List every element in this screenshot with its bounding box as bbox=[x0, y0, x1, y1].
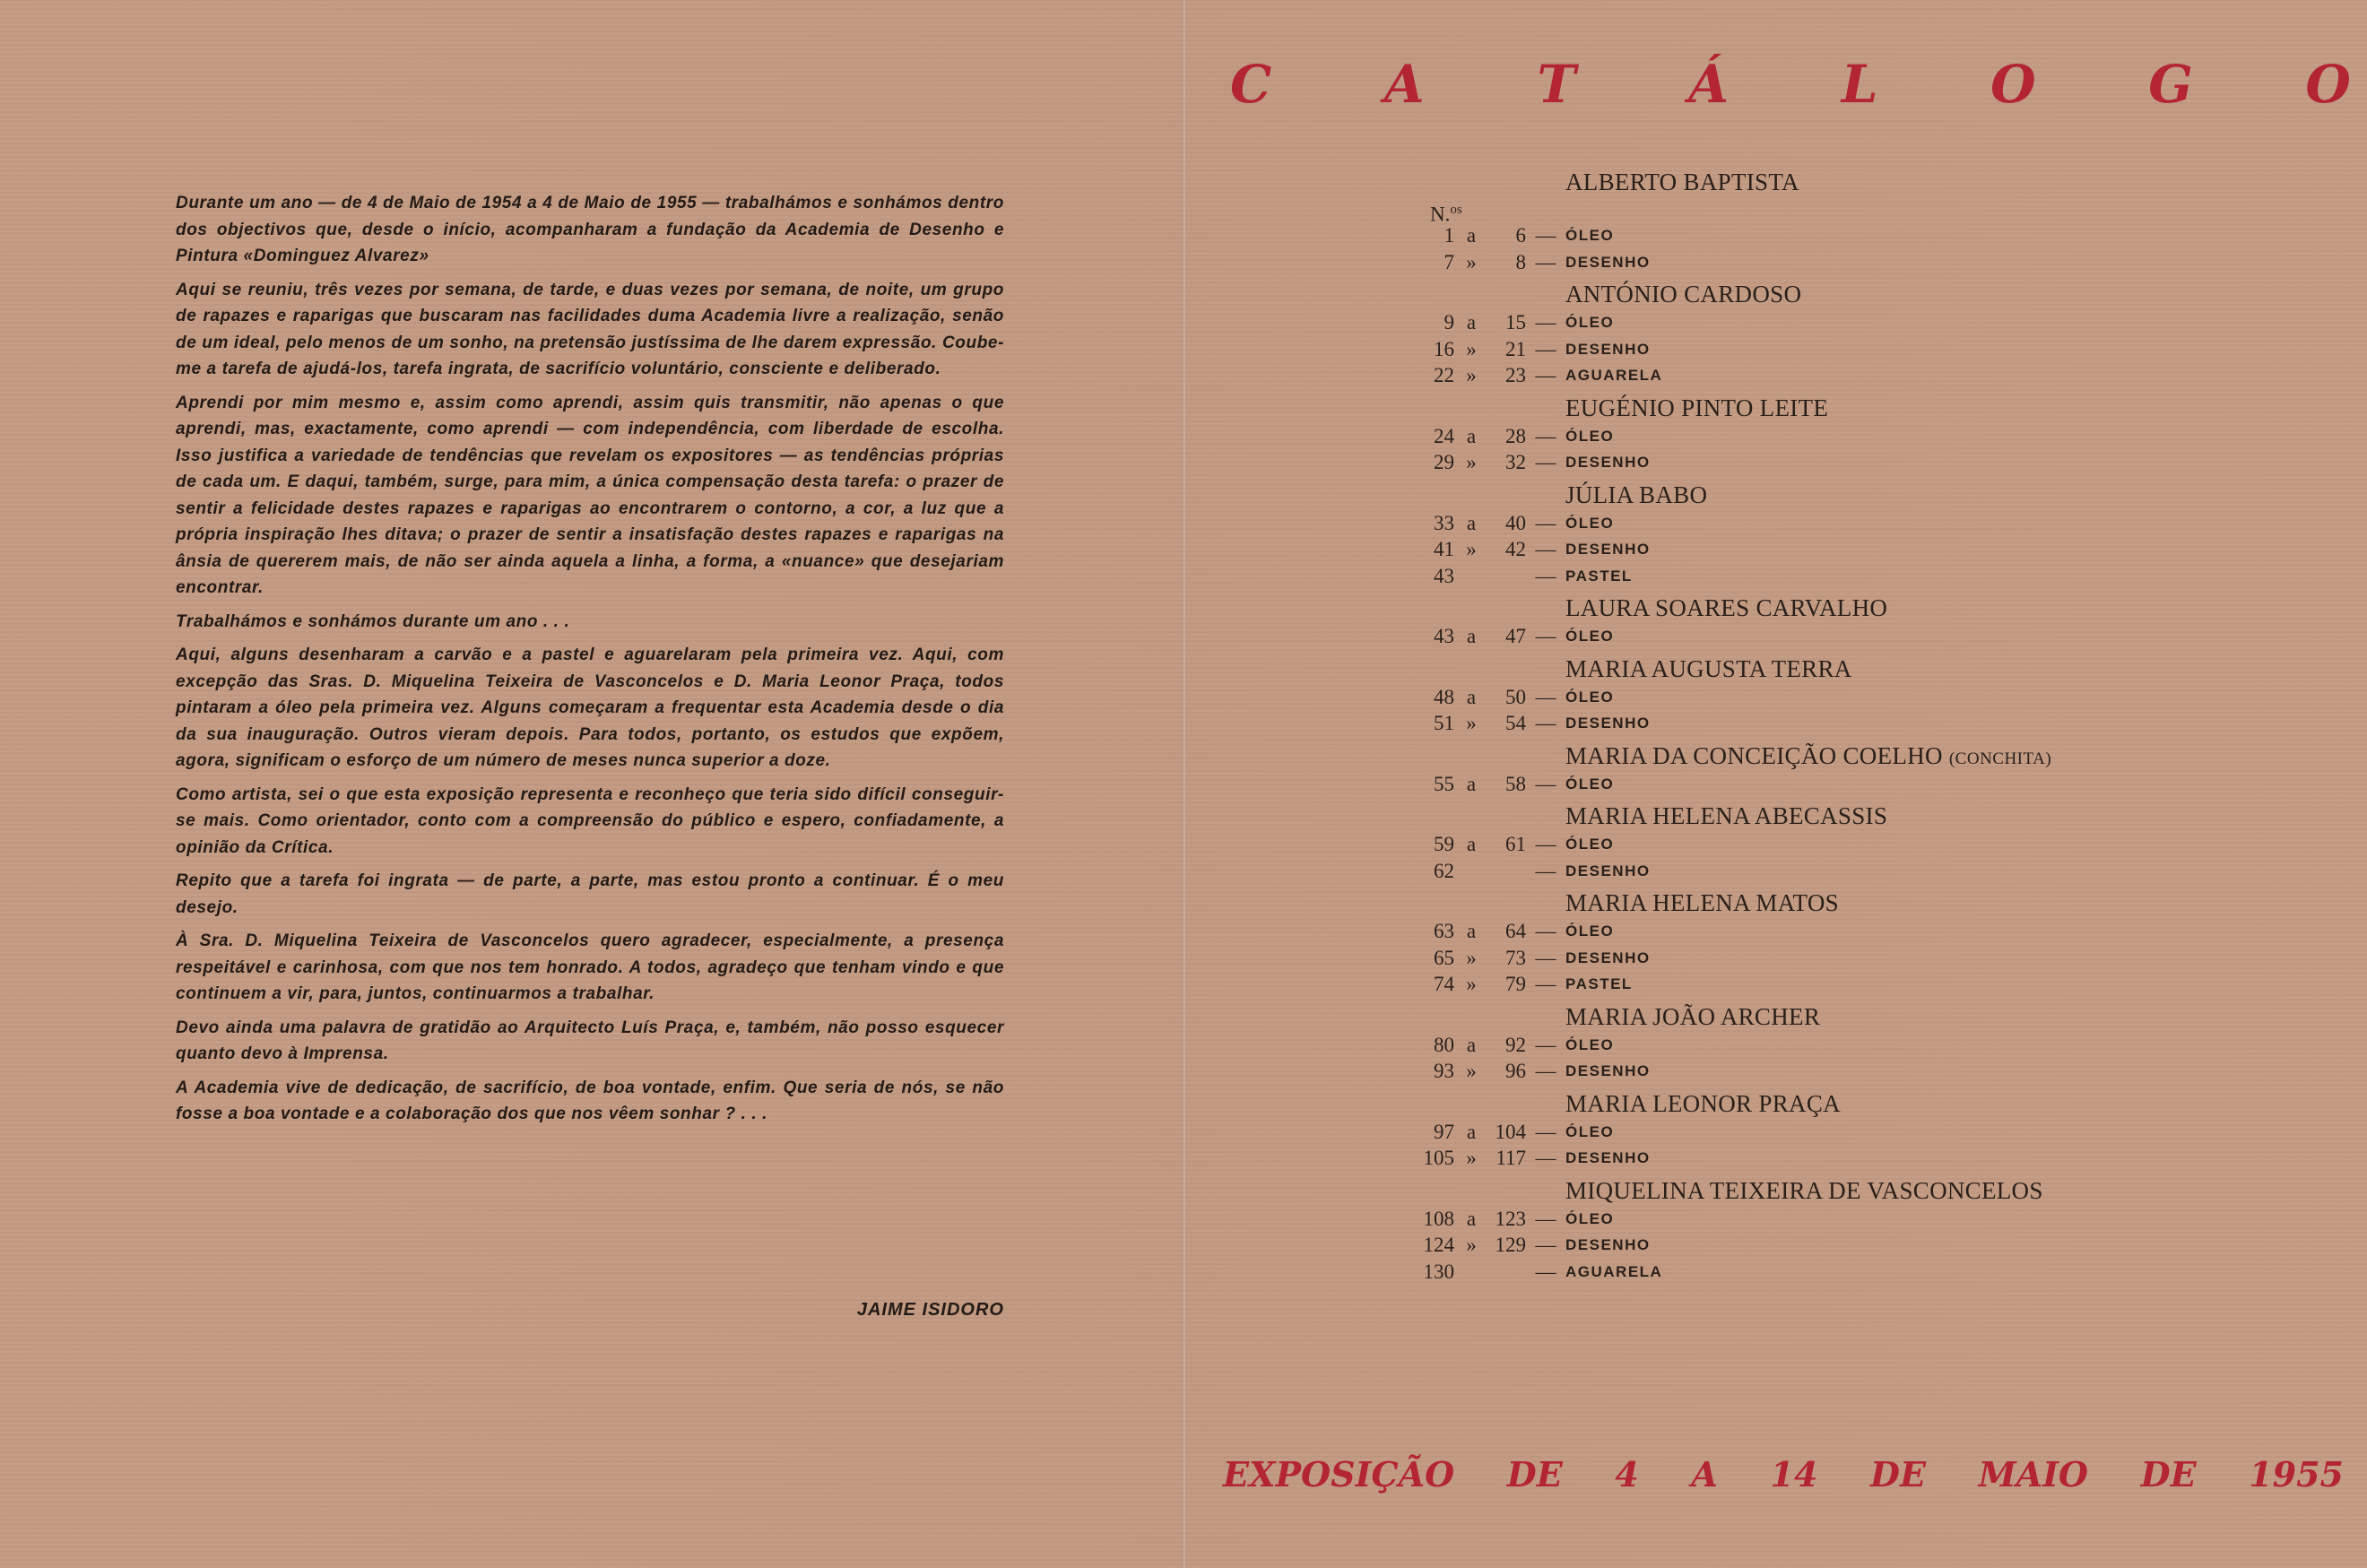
row-dash: — bbox=[1535, 1147, 1556, 1169]
medium: DESENHO bbox=[1565, 454, 1651, 471]
catalog-row bbox=[1399, 1206, 2349, 1233]
medium: ÓLEO bbox=[1565, 688, 1615, 706]
range-to: 21 bbox=[1505, 337, 1526, 360]
range-to: 54 bbox=[1505, 712, 1526, 734]
range-from: 74 bbox=[1434, 973, 1454, 995]
range-to: 79 bbox=[1505, 973, 1526, 995]
medium: ÓLEO bbox=[1565, 775, 1615, 793]
footer-word: MAIO bbox=[1978, 1454, 2089, 1494]
artist-name bbox=[1399, 167, 2349, 197]
catalog-row bbox=[1399, 1259, 2349, 1286]
range-to: 123 bbox=[1495, 1207, 1526, 1230]
range-to: 64 bbox=[1505, 920, 1526, 942]
range-from: 9 bbox=[1444, 311, 1454, 334]
catalog-row bbox=[1399, 362, 2349, 389]
range-to: 32 bbox=[1505, 451, 1526, 473]
paragraph: Aqui se reuniu, três vezes por semana, de tarde, e duas vezes por semana, de noite, um grupo de rapazes e raparigas que buscaram nas facilidades duma Academia livre a realização, senão de um ideal, pelo menos de um sonho, na pretensão justíssima de lhe darem expressão. Coube-me a tarefa de ajudá-los, tarefa ingrata, de sacrifício voluntário, consciente e deliberado. bbox=[176, 280, 1004, 378]
range-from: 48 bbox=[1434, 685, 1454, 708]
range-to: 50 bbox=[1505, 685, 1526, 708]
footer-word: EXPOSIÇÃO bbox=[1223, 1454, 1455, 1494]
range-separator: a bbox=[1466, 1033, 1477, 1056]
medium: DESENHO bbox=[1565, 541, 1651, 558]
catalog-row bbox=[1399, 858, 2349, 885]
medium: ÓLEO bbox=[1565, 314, 1615, 331]
range-separator: » bbox=[1466, 250, 1477, 273]
medium: PASTEL bbox=[1565, 975, 1633, 992]
range-from: 108 bbox=[1423, 1207, 1454, 1230]
artist-name-text: MARIA HELENA MATOS bbox=[1565, 889, 1839, 916]
catalog-row bbox=[1399, 623, 2349, 650]
paragraph: Aprendi por mim mesmo e, assim como aprendi, assim quis transmitir, não apenas o que aprendi, mas, exactamente, como aprendi — com independência, com liberdade de escolha. Isso justifica a variedade de tendências que revelam os expositores — as tendências próprias de cada um. E daqui, também, surge, para mim, a única compensação desta tarefa: o prazer de sentir a felicidade destes rapazes e raparigas ao encontrarem o contorno, a cor, a luz que a própria inspiração lhes ditava; o prazer de sentir a insatisfação destes rapazes e raparigas na ânsia de quererem mais, de não ser ainda aquela a linha, a forma, a «nuance» que desejariam encontrar. bbox=[176, 393, 1004, 597]
medium: ÓLEO bbox=[1565, 427, 1615, 445]
catalog-row bbox=[1399, 449, 2349, 476]
range-from: 33 bbox=[1434, 511, 1454, 534]
artist-name bbox=[1399, 741, 2349, 771]
medium: ÓLEO bbox=[1565, 923, 1615, 940]
catalog-row bbox=[1399, 249, 2349, 276]
medium: DESENHO bbox=[1565, 253, 1651, 271]
range-to: 58 bbox=[1505, 772, 1526, 795]
medium: ÓLEO bbox=[1565, 628, 1615, 645]
catalog-row bbox=[1399, 423, 2349, 450]
paragraph: Durante um ano — de 4 de Maio de 1954 a 4 de Maio de 1955 — trabalhámos e sonhámos dentro dos objectivos que, desde o início, acompanharam a fundação da Academia de Desenho e Pintura «Dominguez Alvarez» bbox=[176, 194, 1004, 265]
row-dash: — bbox=[1535, 1234, 1556, 1256]
row-dash: — bbox=[1535, 337, 1556, 360]
range-from: 24 bbox=[1434, 424, 1454, 447]
range-separator: a bbox=[1466, 1207, 1477, 1230]
range-to: 6 bbox=[1515, 224, 1526, 247]
title-letter: L bbox=[1841, 54, 1878, 115]
range-to: 47 bbox=[1505, 625, 1526, 647]
range-separator: » bbox=[1466, 1234, 1477, 1256]
catalog-row bbox=[1399, 971, 2349, 998]
row-dash: — bbox=[1535, 224, 1556, 247]
medium: ÓLEO bbox=[1565, 836, 1615, 853]
range-to: 117 bbox=[1496, 1147, 1526, 1169]
catalog-row bbox=[1399, 831, 2349, 858]
range-from: 51 bbox=[1434, 712, 1454, 734]
footer-word: 1955 bbox=[2249, 1454, 2344, 1494]
footer-word: 4 bbox=[1615, 1454, 1639, 1494]
medium: DESENHO bbox=[1565, 949, 1651, 966]
range-separator: a bbox=[1466, 833, 1477, 855]
catalog-row bbox=[1399, 684, 2349, 711]
row-dash: — bbox=[1535, 712, 1556, 734]
catalog-entries bbox=[1399, 167, 2349, 1288]
range-to: 92 bbox=[1505, 1033, 1526, 1056]
range-separator: a bbox=[1466, 772, 1477, 795]
artist-name bbox=[1399, 1088, 2349, 1119]
title-letter: Á bbox=[1688, 54, 1730, 115]
range-separator: » bbox=[1466, 946, 1477, 969]
footer-word: DE bbox=[2140, 1454, 2197, 1494]
artist-name-text: MARIA HELENA ABECASSIS bbox=[1565, 802, 1888, 829]
range-from: 130 bbox=[1423, 1260, 1454, 1283]
row-dash: — bbox=[1535, 859, 1556, 882]
medium: DESENHO bbox=[1565, 1149, 1651, 1166]
paragraph: Como artista, sei o que esta exposição representa e reconheço que teria sido difícil conseguir-se mais. Como orientador, conto com a compreensão do público e espero, confiadamente, a opinião da Crítica. bbox=[176, 784, 1004, 857]
artist-name-text: JÚLIA BABO bbox=[1565, 481, 1708, 508]
row-dash: — bbox=[1535, 973, 1556, 995]
range-from: 59 bbox=[1434, 833, 1454, 855]
footer-word: A bbox=[1691, 1454, 1718, 1494]
artist-name bbox=[1399, 1001, 2349, 1032]
artist-name-text: EUGÉNIO PINTO LEITE bbox=[1565, 394, 1829, 421]
range-separator: a bbox=[1466, 224, 1477, 247]
artist-name-text: MARIA AUGUSTA TERRA bbox=[1565, 654, 1852, 682]
range-to: 61 bbox=[1505, 833, 1526, 855]
range-from: 105 bbox=[1423, 1147, 1454, 1169]
artist-name bbox=[1399, 888, 2349, 918]
medium: ÓLEO bbox=[1565, 1035, 1615, 1053]
range-separator: a bbox=[1466, 311, 1477, 334]
range-to: 8 bbox=[1515, 250, 1526, 273]
artist-name bbox=[1399, 279, 2349, 309]
range-separator: » bbox=[1466, 1060, 1477, 1082]
introduction-text bbox=[176, 190, 1004, 1135]
artist-name bbox=[1399, 1175, 2349, 1206]
range-to: 96 bbox=[1505, 1060, 1526, 1082]
range-from: 80 bbox=[1434, 1033, 1454, 1056]
medium: ÓLEO bbox=[1565, 1209, 1615, 1227]
range-to: 104 bbox=[1495, 1120, 1526, 1143]
catalog-row bbox=[1399, 1058, 2349, 1085]
signature: JAIME ISIDORO bbox=[856, 1300, 1004, 1320]
catalog-row bbox=[1399, 945, 2349, 972]
row-dash: — bbox=[1535, 1033, 1556, 1056]
range-to: 40 bbox=[1505, 511, 1526, 534]
row-dash: — bbox=[1535, 920, 1556, 942]
row-dash: — bbox=[1535, 1120, 1556, 1143]
range-from: 124 bbox=[1423, 1234, 1454, 1256]
artist-name-text: ANTÓNIO CARDOSO bbox=[1565, 281, 1802, 308]
range-separator: » bbox=[1466, 1147, 1477, 1169]
paragraph: Devo ainda uma palavra de gratidão ao Arquitecto Luís Praça, e, também, não posso esquecer quanto devo à Imprensa. bbox=[176, 1018, 1004, 1063]
row-dash: — bbox=[1535, 311, 1556, 334]
artist-name-text: MARIA JOÃO ARCHER bbox=[1565, 1002, 1821, 1030]
artist-name bbox=[1399, 393, 2349, 423]
catalog-row bbox=[1399, 1232, 2349, 1259]
row-dash: — bbox=[1535, 625, 1556, 647]
range-from: 22 bbox=[1434, 364, 1454, 386]
catalog-row bbox=[1399, 918, 2349, 945]
footer-word: 14 bbox=[1770, 1454, 1818, 1494]
artist-name bbox=[1399, 654, 2349, 684]
row-dash: — bbox=[1535, 451, 1556, 473]
row-dash: — bbox=[1535, 685, 1556, 708]
artist-name-text: MIQUELINA TEIXEIRA DE VASCONCELOS bbox=[1565, 1176, 2043, 1204]
range-separator: » bbox=[1466, 451, 1477, 473]
range-separator: » bbox=[1466, 364, 1477, 386]
footer-word: DE bbox=[1506, 1454, 1563, 1494]
paragraph: Aqui, alguns desenharam a carvão e a pastel e aguarelaram pela primeira vez. Aqui, com excepção das Sras. D. Miquelina Teixeira de Vasconcelos e D. Maria Leonor Praça, todos pintaram a óleo pela primeira vez. Alguns começaram a frequentar esta Academia desde o dia da sua inauguração. Outros vieram depois. Para todos, portanto, os estudos que expõem, agora, significam o esforço de um número de meses nunca superior a doze. bbox=[176, 645, 1004, 770]
catalog-row bbox=[1399, 771, 2349, 798]
range-from: 93 bbox=[1434, 1060, 1454, 1082]
medium: DESENHO bbox=[1565, 862, 1651, 879]
range-from: 41 bbox=[1434, 538, 1454, 560]
range-separator: a bbox=[1466, 1120, 1477, 1143]
row-dash: — bbox=[1535, 1060, 1556, 1082]
title-letter: A bbox=[1383, 54, 1425, 115]
paragraph: À Sra. D. Miquelina Teixeira de Vasconcelos quero agradecer, especialmente, a presença respeitável e carinhosa, com que nos tem honrado. A todos, agradeço que tenham vindo e que continuem a vir, para, juntos, continuarmos a trabalhar. bbox=[176, 931, 1004, 1003]
row-dash: — bbox=[1535, 424, 1556, 447]
catalog-row bbox=[1399, 336, 2349, 363]
medium: DESENHO bbox=[1565, 1062, 1651, 1079]
range-from: 1 bbox=[1444, 224, 1454, 247]
catalog-row bbox=[1399, 222, 2349, 249]
catalog-row bbox=[1399, 1119, 2349, 1146]
title-letter: C bbox=[1230, 54, 1272, 115]
range-from: 43 bbox=[1434, 564, 1454, 587]
row-dash: — bbox=[1535, 511, 1556, 534]
range-to: 23 bbox=[1505, 364, 1526, 386]
artist-name-text: ALBERTO BAPTISTA bbox=[1565, 169, 1799, 195]
artist-name-text: LAURA SOARES CARVALHO bbox=[1565, 594, 1888, 621]
catalog-row bbox=[1399, 510, 2349, 537]
artist-name bbox=[1399, 801, 2349, 831]
range-from: 29 bbox=[1434, 451, 1454, 473]
range-from: 62 bbox=[1434, 859, 1454, 882]
paragraph: A Academia vive de dedicação, de sacrifício, de boa vontade, enfim. Que seria de nós, se não fosse a boa vontade e a colaboração dos que nos vêem sonhar ? . . . bbox=[176, 1078, 1004, 1123]
artist-name-text: MARIA LEONOR PRAÇA bbox=[1565, 1089, 1841, 1117]
medium: ÓLEO bbox=[1565, 227, 1615, 244]
row-dash: — bbox=[1535, 564, 1556, 587]
footer-word: DE bbox=[1870, 1454, 1926, 1494]
title-letter: G bbox=[2148, 54, 2193, 115]
medium: DESENHO bbox=[1565, 340, 1651, 358]
entry-gap bbox=[1399, 1285, 2349, 1288]
title-letter: T bbox=[1537, 54, 1576, 115]
range-separator: » bbox=[1466, 337, 1477, 360]
medium: ÓLEO bbox=[1565, 514, 1615, 532]
title-letter: O bbox=[1990, 54, 2036, 115]
medium: AGUARELA bbox=[1565, 367, 1663, 384]
range-from: 43 bbox=[1434, 625, 1454, 647]
artist-note: (CONCHITA) bbox=[1948, 749, 2052, 768]
row-dash: — bbox=[1535, 772, 1556, 795]
numbers-heading-sup: os bbox=[1450, 203, 1462, 217]
range-to: 15 bbox=[1505, 311, 1526, 334]
numbers-heading-text: N. bbox=[1430, 203, 1451, 226]
catalog-row bbox=[1399, 1145, 2349, 1172]
range-from: 63 bbox=[1434, 920, 1454, 942]
range-to: 42 bbox=[1505, 538, 1526, 560]
range-from: 7 bbox=[1444, 250, 1454, 273]
medium: PASTEL bbox=[1565, 567, 1633, 585]
row-dash: — bbox=[1535, 364, 1556, 386]
range-separator: » bbox=[1466, 973, 1477, 995]
catalog-row bbox=[1399, 536, 2349, 563]
range-to: 73 bbox=[1505, 946, 1526, 969]
range-from: 16 bbox=[1434, 337, 1454, 360]
range-separator: a bbox=[1466, 685, 1477, 708]
catalog-row bbox=[1399, 1032, 2349, 1059]
medium: AGUARELA bbox=[1565, 1262, 1663, 1280]
range-to: 129 bbox=[1495, 1234, 1526, 1256]
paragraph: Repito que a tarefa foi ingrata — de parte, a parte, mas estou pronto a continuar. É o meu desejo. bbox=[176, 871, 1004, 917]
artist-name bbox=[1399, 480, 2349, 510]
medium: DESENHO bbox=[1565, 1236, 1651, 1253]
range-separator: a bbox=[1466, 511, 1477, 534]
exhibition-dates bbox=[1223, 1454, 2344, 1508]
range-from: 65 bbox=[1434, 946, 1454, 969]
artist-name bbox=[1399, 593, 2349, 623]
page-fold bbox=[1182, 0, 1187, 1568]
row-dash: — bbox=[1535, 833, 1556, 855]
row-dash: — bbox=[1535, 538, 1556, 560]
row-dash: — bbox=[1535, 946, 1556, 969]
catalog-title bbox=[1230, 54, 2351, 126]
range-to: 28 bbox=[1505, 424, 1526, 447]
row-dash: — bbox=[1535, 1207, 1556, 1230]
range-separator: » bbox=[1466, 712, 1477, 734]
range-separator: a bbox=[1466, 625, 1477, 647]
range-from: 97 bbox=[1434, 1120, 1454, 1143]
numbers-heading bbox=[1399, 197, 2349, 226]
range-from: 55 bbox=[1434, 772, 1454, 795]
paragraph: Trabalhámos e sonhámos durante um ano . . . bbox=[176, 611, 570, 631]
range-separator: » bbox=[1466, 538, 1477, 560]
artist-name-text: MARIA DA CONCEIÇÃO COELHO bbox=[1565, 741, 1943, 769]
range-separator: a bbox=[1466, 424, 1477, 447]
catalog-row bbox=[1399, 710, 2349, 737]
medium: DESENHO bbox=[1565, 715, 1651, 732]
catalog-row bbox=[1399, 309, 2349, 336]
title-letter: O bbox=[2305, 54, 2351, 115]
medium: ÓLEO bbox=[1565, 1122, 1615, 1140]
range-separator: a bbox=[1466, 920, 1477, 942]
row-dash: — bbox=[1535, 250, 1556, 273]
row-dash: — bbox=[1535, 1260, 1556, 1283]
catalog-row bbox=[1399, 563, 2349, 590]
